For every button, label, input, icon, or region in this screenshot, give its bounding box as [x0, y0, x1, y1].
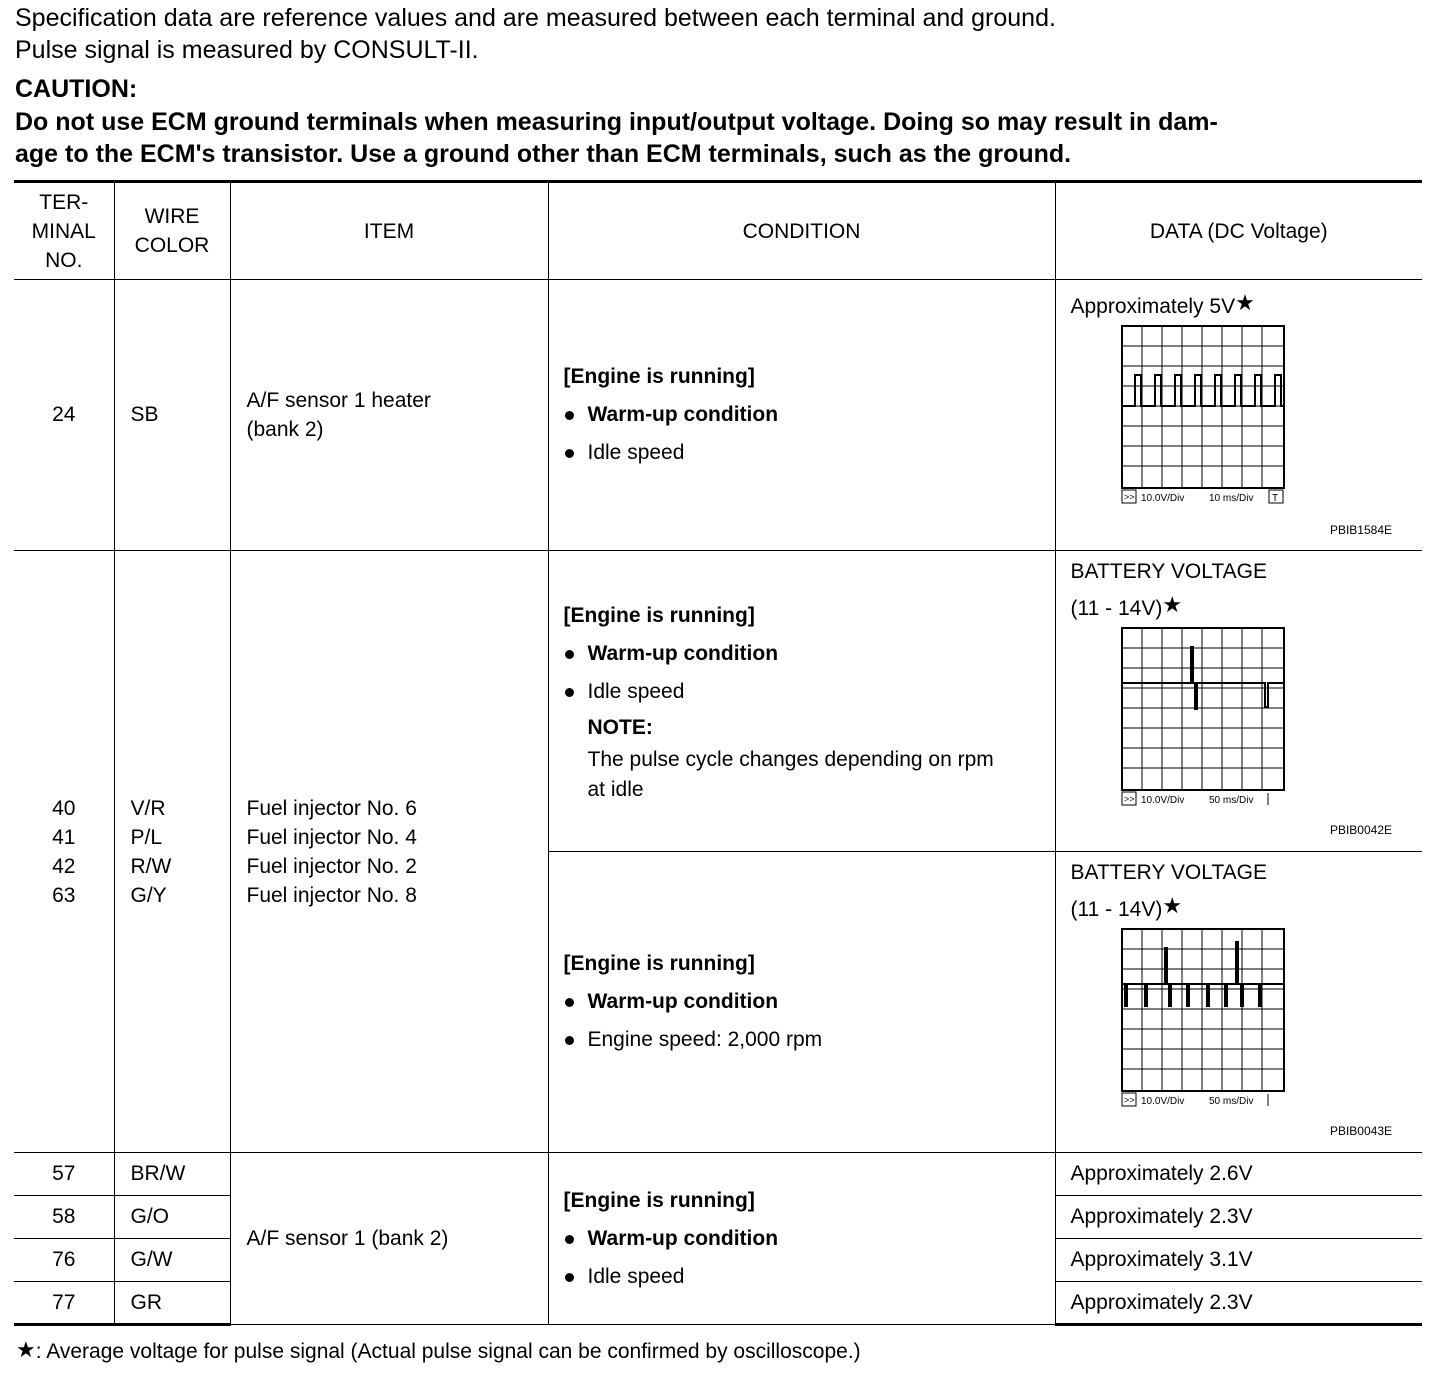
- wire-color-group: V/R P/L R/W G/Y: [114, 551, 230, 1153]
- data-text: (11 - 14V)★: [1070, 893, 1183, 921]
- oscilloscope-waveform-24: [1121, 325, 1287, 505]
- item-cell: [230, 280, 548, 551]
- condition-heading: [Engine is running]: [563, 604, 755, 627]
- table-row: [14, 1153, 1422, 1196]
- condition-bullet: Idle speed: [564, 434, 1055, 472]
- figure-code: PBIB1584E: [1329, 523, 1392, 537]
- data-text: BATTERY VOLTAGE: [1070, 861, 1267, 884]
- condition-bullet: Warm-up condition: [564, 983, 1055, 1021]
- data-cell: Approximately 3.1V: [1055, 1239, 1422, 1282]
- data-text: Approximately 5V★: [1070, 290, 1255, 318]
- caution-line-1: Do not use ECM ground terminals when measuring input/output voltage. Doing so may result in dam-: [15, 108, 1218, 136]
- bullet-icon: [565, 1273, 574, 1282]
- terminal-no: 57: [14, 1153, 114, 1196]
- star-icon: ★: [16, 1337, 36, 1362]
- condition-cell: [548, 551, 1055, 852]
- condition-bullet: Idle speed: [564, 1258, 1055, 1296]
- item-cell: Fuel injector No. 6 Fuel injector No. 4 Fuel injector No. 2 Fuel injector No. 8: [230, 551, 548, 1153]
- svg-text:>>: >>: [1123, 1095, 1135, 1105]
- header-condition: CONDITION: [548, 182, 1055, 280]
- wire-color: G/W: [114, 1239, 230, 1282]
- condition-heading: [Engine is running]: [563, 952, 755, 975]
- figure-code: PBIB0043E: [1329, 1124, 1392, 1138]
- figure-code: PBIB0042E: [1329, 823, 1392, 837]
- scope-time-div: 10 ms/Div: [1208, 493, 1253, 504]
- bullet-icon: [565, 998, 574, 1007]
- wire-color: G/O: [114, 1196, 230, 1239]
- bullet-icon: [565, 449, 574, 458]
- condition-bullet: Engine speed: 2,000 rpm: [564, 1021, 1055, 1059]
- terminal-no: 58: [14, 1196, 114, 1239]
- data-cell: [1055, 852, 1422, 1153]
- consult-note: Pulse signal is measured by CONSULT-II.: [15, 36, 479, 64]
- footnote-text: : Average voltage for pulse signal (Actual pulse signal can be confirmed by oscilloscope.): [35, 1340, 861, 1363]
- footnote: [16, 1338, 861, 1364]
- caution-line-2: age to the ECM's transistor. Use a ground other than ECM terminals, such as the ground.: [15, 140, 1072, 168]
- scope-volt-div: 10.0V/Div: [1140, 493, 1184, 504]
- condition-bullet: Warm-up condition: [564, 1220, 1055, 1258]
- condition-heading: [Engine is running]: [563, 1188, 755, 1212]
- header-data: DATA (DC Voltage): [1055, 182, 1422, 280]
- oscilloscope-waveform-injector-2000rpm: [1121, 928, 1287, 1110]
- table-header-row: [14, 182, 1422, 280]
- table-row: [14, 280, 1422, 551]
- scope-trigger: T: [1271, 493, 1278, 504]
- note-title: NOTE:: [587, 716, 653, 739]
- terminal-no-group: 40 41 42 63: [14, 551, 114, 1153]
- data-cell: [1055, 280, 1422, 551]
- wire-color: BR/W: [114, 1153, 230, 1196]
- scope-time-div: 50 ms/Div: [1208, 1096, 1253, 1107]
- bullet-icon: [565, 688, 574, 697]
- note-text: at idle: [587, 778, 644, 801]
- wire-color: SB: [114, 280, 230, 551]
- data-cell: [1055, 551, 1422, 852]
- bullet-icon: [565, 1235, 574, 1244]
- data-text: (11 - 14V)★: [1070, 592, 1183, 620]
- condition-bullet: Idle speed: [564, 673, 1055, 711]
- item-line: (bank 2): [246, 418, 324, 441]
- condition-bullet: Warm-up condition: [564, 635, 1055, 673]
- scope-volt-div: 10.0V/Div: [1140, 1096, 1184, 1107]
- star-icon: ★: [1235, 290, 1255, 315]
- intro-block: [15, 2, 1435, 170]
- bullet-icon: [565, 1036, 574, 1045]
- bullet-icon: [565, 650, 574, 659]
- header-terminal-no: TER- MINAL NO.: [14, 182, 114, 280]
- header-wire-color: WIRE COLOR: [114, 182, 230, 280]
- condition-cell: [548, 280, 1055, 551]
- table-row: [14, 551, 1422, 852]
- star-icon: ★: [1162, 592, 1183, 617]
- terminal-no: 76: [14, 1239, 114, 1282]
- condition-cell: [548, 1153, 1055, 1325]
- star-icon: ★: [1162, 893, 1183, 918]
- wire-color: GR: [114, 1282, 230, 1325]
- terminal-no: 24: [14, 280, 114, 551]
- terminal-no: 77: [14, 1282, 114, 1325]
- data-cell: Approximately 2.6V: [1055, 1153, 1422, 1196]
- condition-cell: [548, 852, 1055, 1153]
- scope-volt-div: 10.0V/Div: [1140, 795, 1184, 806]
- note-block: [588, 711, 1055, 805]
- oscilloscope-waveform-injector-idle: [1121, 627, 1287, 809]
- bullet-icon: [565, 411, 574, 420]
- item-cell: A/F sensor 1 (bank 2): [230, 1153, 548, 1325]
- item-line: A/F sensor 1 heater: [246, 389, 431, 412]
- terminal-spec-table: [14, 180, 1422, 1326]
- data-text: BATTERY VOLTAGE: [1070, 560, 1267, 583]
- header-item: ITEM: [230, 182, 548, 280]
- caution-title: CAUTION:: [15, 75, 138, 103]
- svg-text:>>: >>: [1123, 492, 1135, 502]
- condition-bullet: Warm-up condition: [564, 396, 1055, 434]
- svg-text:>>: >>: [1123, 794, 1135, 804]
- condition-heading: [Engine is running]: [563, 365, 755, 388]
- data-cell: Approximately 2.3V: [1055, 1282, 1422, 1325]
- note-text: The pulse cycle changes depending on rpm: [587, 748, 994, 771]
- scope-time-div: 50 ms/Div: [1208, 795, 1253, 806]
- data-cell: Approximately 2.3V: [1055, 1196, 1422, 1239]
- spec-note: Specification data are reference values and are measured between each terminal and ground.: [15, 4, 1056, 32]
